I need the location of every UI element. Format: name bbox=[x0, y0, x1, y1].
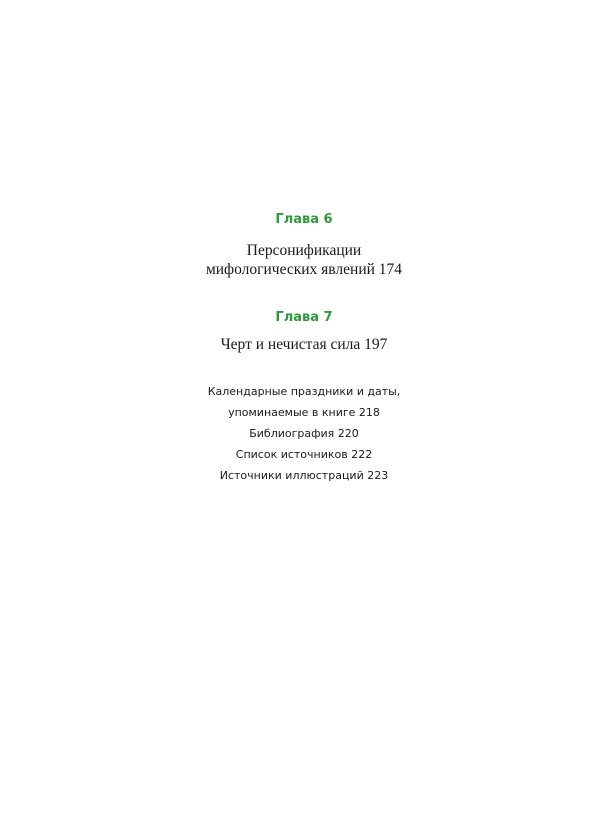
back-matter-item: Библиография 220 bbox=[249, 427, 359, 440]
chapter-6-label: Глава 6 bbox=[275, 212, 333, 227]
chapter-6-title bbox=[0, 241, 608, 279]
back-matter-item: Список источников 222 bbox=[235, 448, 373, 461]
chapter-7-title bbox=[0, 335, 608, 354]
chapter-7-entry bbox=[0, 310, 608, 326]
back-matter-item: упоминаемые в книге 218 bbox=[228, 406, 380, 419]
back-matter-item: Источники иллюстраций 223 bbox=[219, 469, 389, 482]
chapter-7-title-line-1: Черт и нечистая сила 197 bbox=[220, 336, 388, 353]
chapter-7-label: Глава 7 bbox=[275, 310, 333, 325]
chapter-6-entry bbox=[0, 212, 608, 228]
back-matter-list bbox=[0, 381, 608, 486]
chapter-6-title-line-2: мифологических явлений 174 bbox=[205, 261, 403, 278]
chapter-6-title-line-1: Персонификации bbox=[246, 242, 362, 259]
back-matter-item: Календарные праздники и даты, bbox=[207, 385, 401, 398]
